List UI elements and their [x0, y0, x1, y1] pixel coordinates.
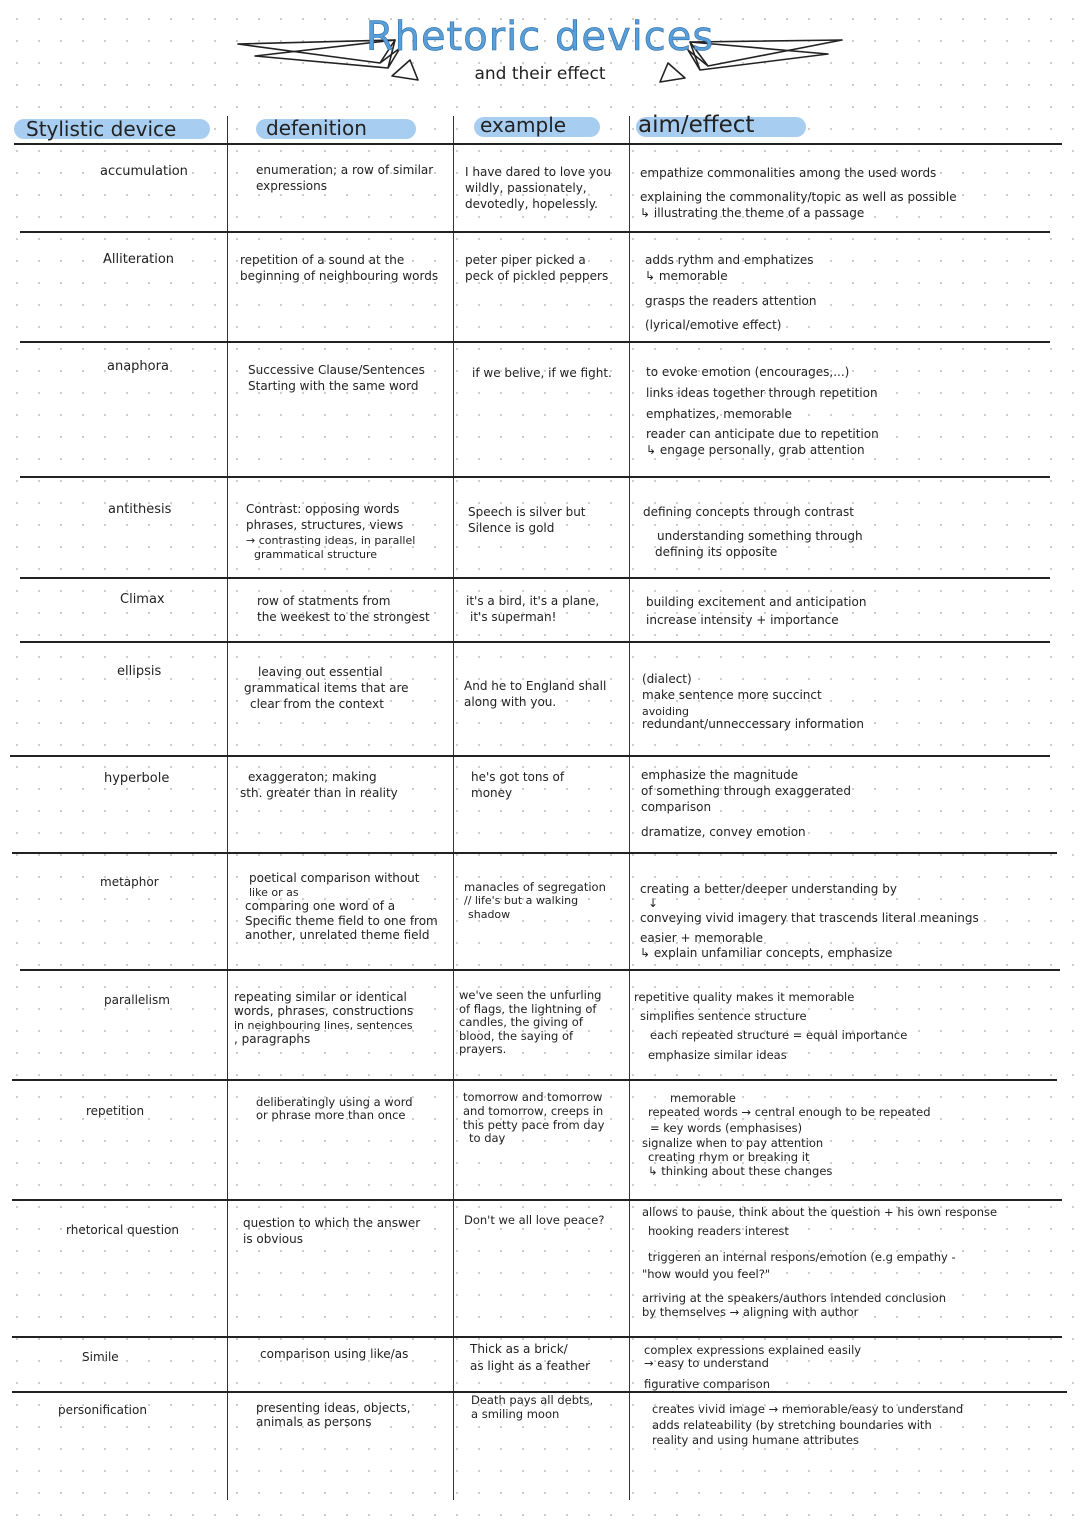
effect-cell: complex expressions explained easily → easy to understand figurative comparison [644, 1343, 862, 1392]
definition-cell: comparison using like/as [260, 1347, 409, 1361]
example-cell: I have dared to love you wildly, passionately, devotedly, hopelessly. [465, 165, 611, 211]
column-divider [227, 116, 228, 1500]
effect-cell: emphasize the magnitude of something through exaggerated comparison dramatize, convey emotion [641, 768, 851, 840]
row-divider [12, 1199, 1062, 1201]
definition-cell: repetition of a sound at the beginning of neighbouring words [240, 253, 439, 283]
row-divider [20, 969, 1060, 971]
row-divider [20, 476, 1050, 478]
definition-cell: poetical comparison without like or as comparing one word of a Specific theme field to one from another, unrelated theme field [245, 871, 438, 943]
row-divider [14, 143, 1062, 145]
column-header-device: Stylistic device [26, 117, 177, 141]
definition-cell: exaggeraton; making sth. greater than in reality [240, 770, 398, 800]
device-name: Simile [82, 1350, 119, 1364]
example-cell: peter piper picked a peck of pickled peppers [465, 253, 609, 283]
row-divider [20, 231, 1050, 233]
row-divider [12, 1336, 1062, 1338]
column-divider [629, 116, 630, 1500]
example-cell: Death pays all debts, a smiling moon [471, 1393, 594, 1421]
example-cell: And he to England shall along with you. [464, 679, 607, 709]
device-name: ellipsis [117, 664, 162, 679]
definition-cell: presenting ideas, objects, animals as persons [256, 1401, 411, 1430]
column-header-effect: aim/effect [638, 112, 755, 138]
row-divider [12, 852, 1057, 854]
effect-cell: repetitive quality makes it memorable simplifies sentence structure each repeated structure = equal importance emphasize similar ideas [634, 990, 908, 1062]
effect-cell: (dialect) make sentence more succinct avoiding redundant/unneccessary information [642, 672, 864, 731]
device-name: Climax [120, 592, 165, 607]
effect-cell: memorable repeated words → central enough to be repeated = key words (emphasises) signalize when to pay attention creating rhym or breaking it ↳ thinking about these changes [642, 1091, 931, 1178]
example-cell: manacles of segregation // life's but a walking shadow [464, 880, 606, 922]
device-name: hyperbole [104, 771, 170, 786]
device-name: parallelism [104, 993, 170, 1007]
definition-cell: repeating similar or identical words, phrases, constructions in neighbouring lines, sentences , paragraphs [234, 990, 414, 1046]
example-cell: tomorrow and tomorrow and tomorrow, creeps in this petty pace from day to day [463, 1090, 605, 1146]
page-title: Rhetoric devices [365, 14, 715, 60]
device-name: anaphora [107, 359, 169, 374]
device-name: Alliteration [103, 252, 175, 267]
device-name: repetition [86, 1104, 145, 1118]
effect-cell: defining concepts through contrast understanding something through defining its opposite [643, 505, 863, 559]
column-header-definition: defenition [266, 116, 367, 140]
row-divider [20, 341, 1050, 343]
effect-cell: to evoke emotion (encourages,...) links ideas together through repetition emphatizes, memorable reader can anticipate due to repetition ↳ engage personally, grab attention [646, 365, 879, 458]
example-cell: it's a bird, it's a plane, it's superman! [466, 594, 600, 624]
page-subtitle: and their effect [474, 64, 606, 84]
device-name: metaphor [100, 875, 159, 889]
effect-cell: allows to pause, think about the question + his own response hooking readers interest triggeren an internal respons/emotion (e.g empathy - "how would you feel?" arriving at the speakers/authors intended conclusion by themselves → aligning with author [642, 1205, 998, 1319]
definition-cell: enumeration; a row of similar expressions [256, 163, 434, 193]
row-divider [10, 755, 1050, 757]
effect-cell: creates vivid image → memorable/easy to understand adds relateability (by stretching boundaries with reality and using humane attributes [652, 1402, 964, 1447]
example-cell: we've seen the unfurling of flags, the lightning of candles, the giving of blood, the saying of prayers. [459, 988, 602, 1057]
example-cell: he's got tons of money [471, 770, 565, 800]
effect-cell: empathize commonalities among the used words explaining the commonality/topic as well as possible ↳ illustrating the theme of a passage [640, 166, 957, 220]
device-name: antithesis [108, 502, 172, 517]
title-block [230, 8, 850, 88]
definition-cell: row of statments from the weekest to the strongest [257, 594, 430, 624]
column-header-example: example [480, 113, 567, 137]
definition-cell: Successive Clause/Sentences Starting with the same word [248, 363, 425, 393]
row-divider [12, 1079, 1057, 1081]
example-cell: Thick as a brick/ as light as a feather [470, 1342, 591, 1373]
definition-cell: deliberatingly using a word or phrase more than once [256, 1095, 413, 1123]
row-divider [20, 577, 1050, 579]
definition-cell: Contrast: opposing words phrases, structures, views → contrasting ideas, in parallel grammatical structure [246, 502, 416, 562]
column-divider [453, 116, 454, 1500]
device-name: accumulation [100, 164, 188, 179]
effect-cell: creating a better/deeper understanding by ↓ conveying vivid imagery that trascends literal meanings easier + memorable ↳ explain unfamiliar concepts, emphasize [640, 882, 979, 960]
effect-cell: adds rythm and emphatizes ↳ memorable grasps the readers attention (lyrical/emotive effect) [645, 253, 817, 333]
row-divider [20, 641, 1050, 643]
device-name: personification [58, 1403, 147, 1417]
example-cell: if we belive, if we fight. [472, 366, 612, 380]
example-cell: Speech is silver but Silence is gold [468, 505, 586, 535]
device-name: rhetorical question [66, 1223, 179, 1237]
example-cell: Don't we all love peace? [464, 1213, 605, 1227]
definition-cell: question to which the answer is obvious [243, 1216, 421, 1247]
definition-cell: leaving out essential grammatical items that are clear from the context [244, 665, 409, 711]
effect-cell: building excitement and anticipation increase intensity + importance [646, 595, 867, 627]
